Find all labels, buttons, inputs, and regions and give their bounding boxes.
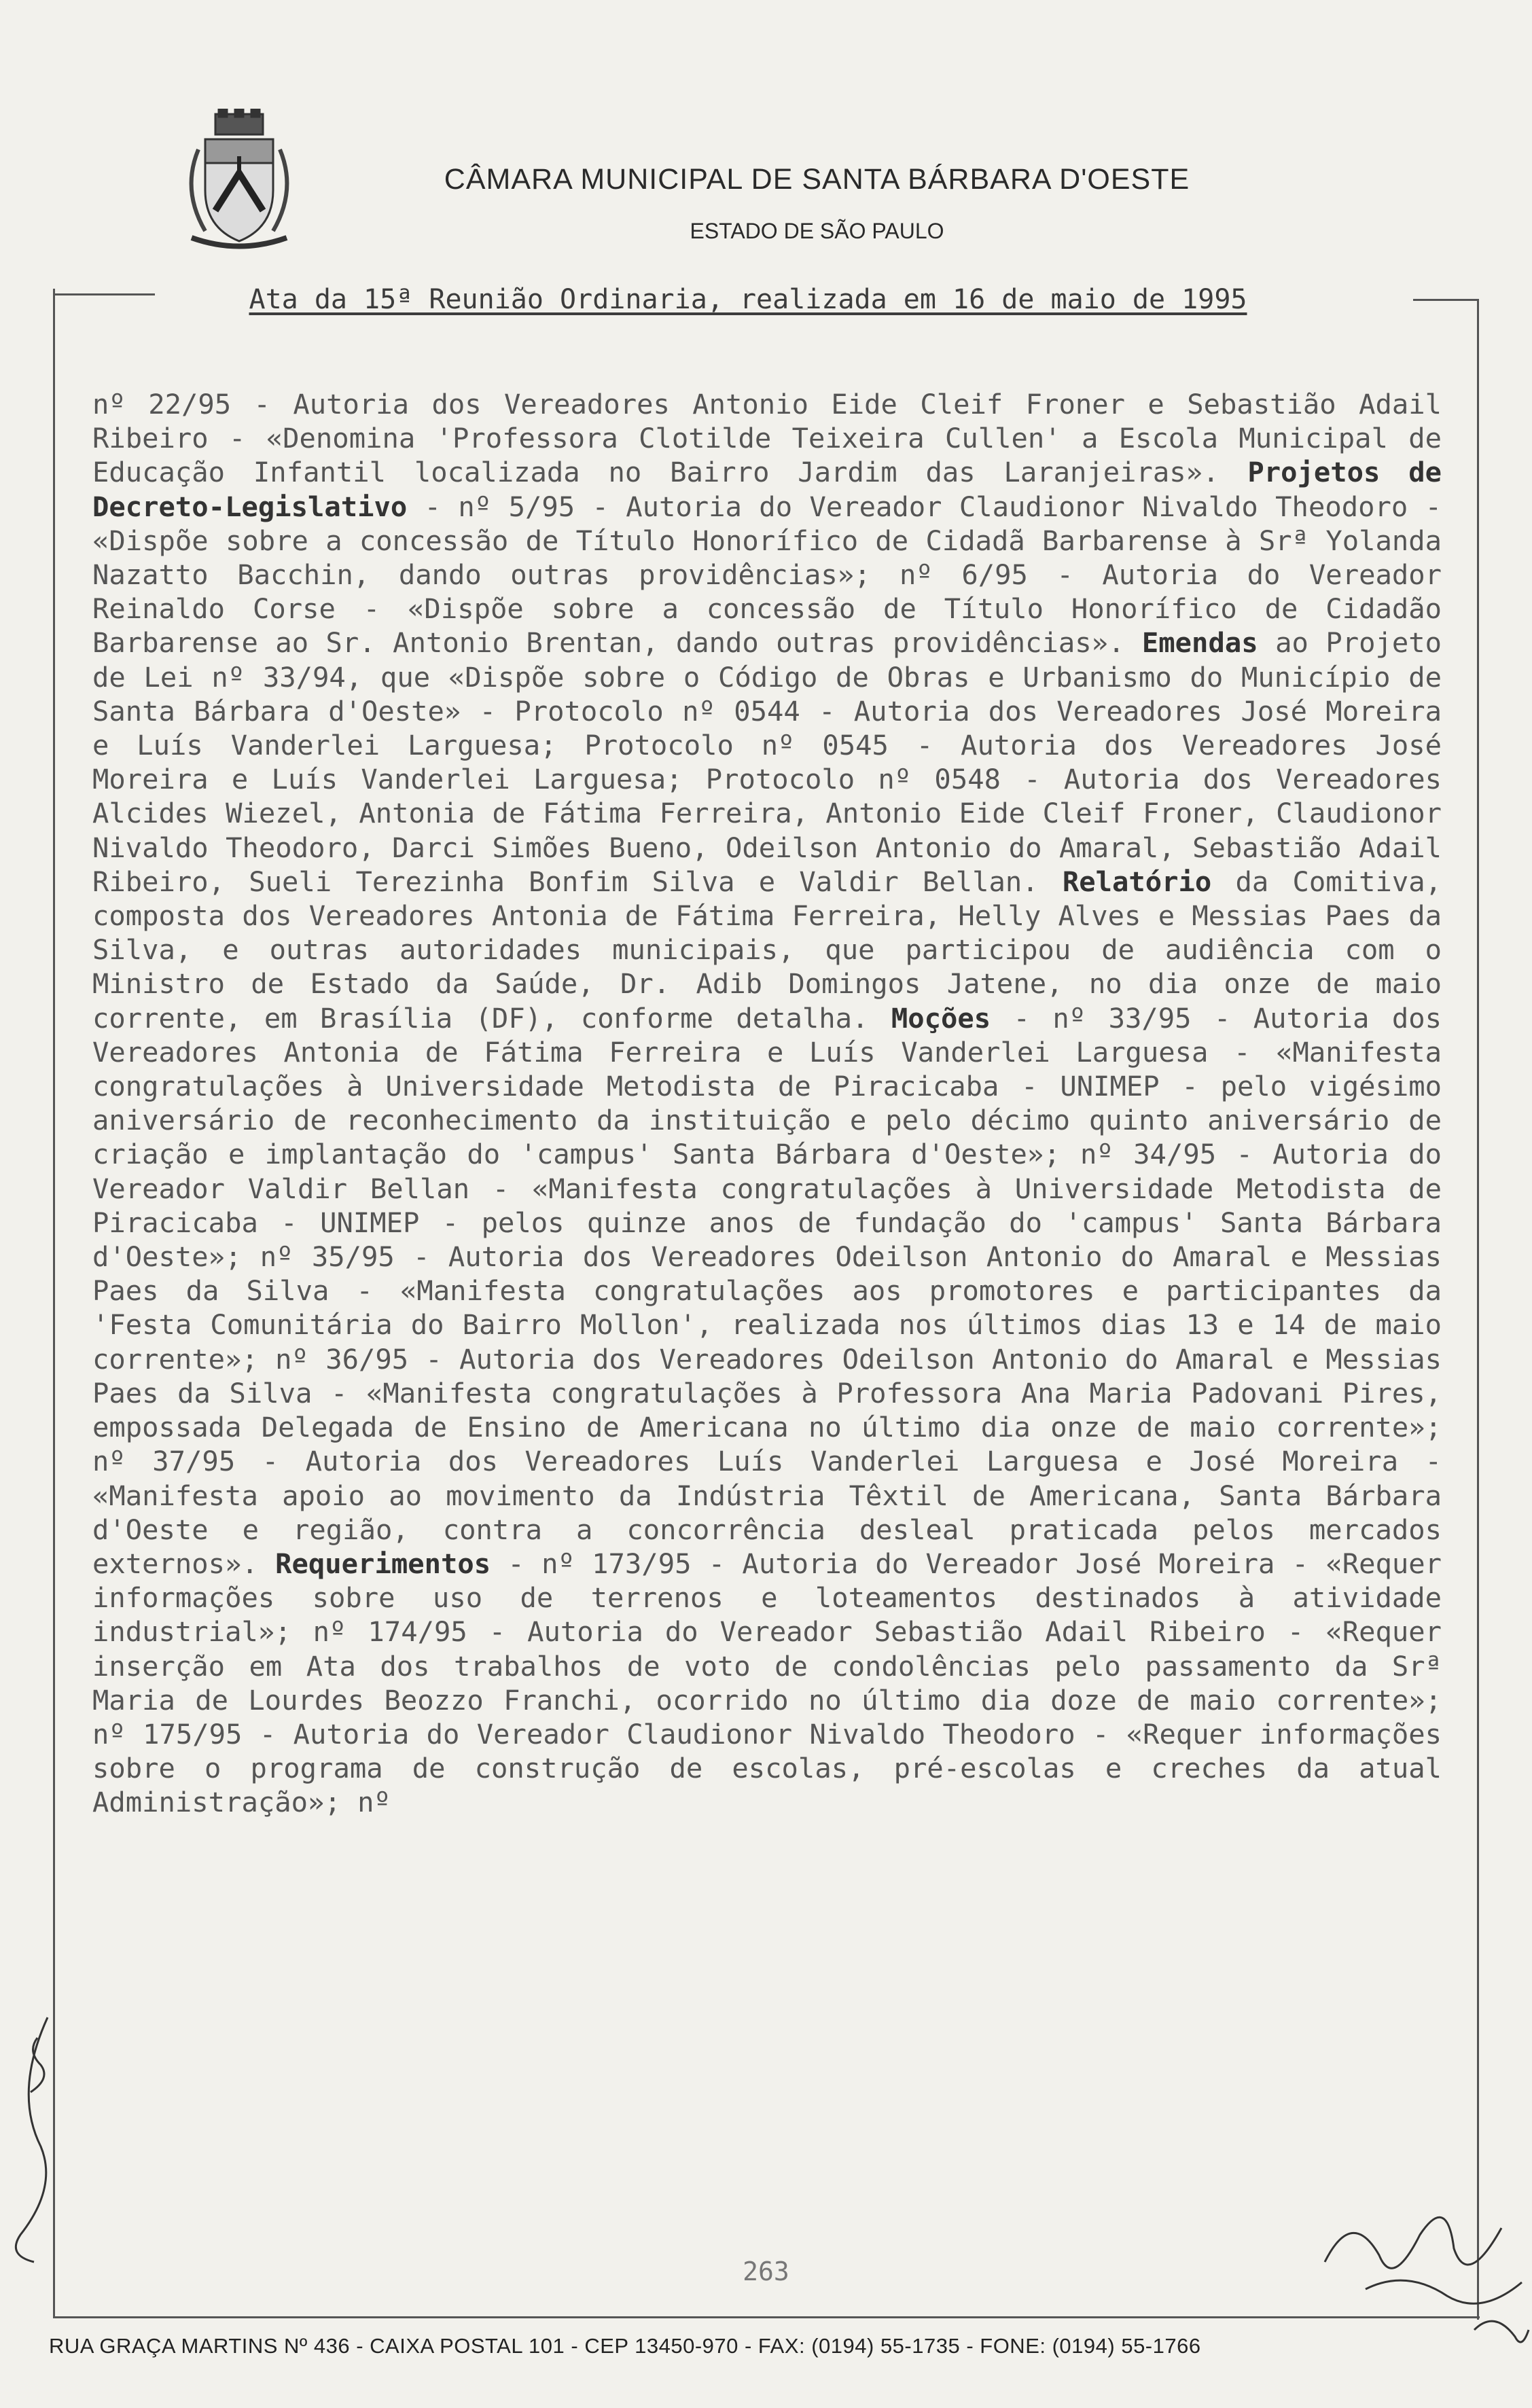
document-title: Ata da 15ª Reunião Ordinaria, realizada em 16 de maio de 1995 bbox=[249, 284, 1247, 315]
signature-left-icon bbox=[0, 2011, 61, 2269]
margin-rule-right bbox=[1477, 299, 1479, 2320]
body-segment: - nº 5/95 - Autoria do Vereador Claudionor Nivaldo Theodoro - «Dispõe sobre a concessão de Título Honorífico de Cidadã Barbarense à Srª Yolanda Nazatto Bacchin, dando outras providências»; nº 6/95 - Autoria do Vereador Reinaldo Corse - «Dispõe sobre a concessão de Título Honorífico de Cidadão Barbarense ao Sr. Antonio Brentan, dando outras providências». bbox=[92, 490, 1442, 660]
page-number: 263 bbox=[743, 2257, 789, 2286]
minutes-body-text bbox=[92, 387, 1442, 1820]
signature-right-icon bbox=[1311, 2153, 1532, 2377]
section-heading: Relatório bbox=[1062, 865, 1212, 898]
organization-state: ESTADO DE SÃO PAULO bbox=[690, 219, 944, 243]
footer-address: RUA GRAÇA MARTINS Nº 436 - CAIXA POSTAL 101 - CEP 13450-970 - FAX: (0194) 55-1735 - FONE: (0194) 55-1766 bbox=[49, 2334, 1201, 2358]
section-heading: Requerimentos bbox=[275, 1547, 491, 1580]
body-segment: nº 22/95 - Autoria dos Vereadores Antonio Eide Cleif Froner e Sebastião Adail Ribeiro - «Denomina 'Professora Clotilde Teixeira Cullen' a Escola Municipal de Educação Infantil localizada no Bairro Jardim das Laranjeiras». bbox=[92, 388, 1442, 489]
margin-rule-top-right bbox=[1413, 299, 1478, 301]
organization-name: CÂMARA MUNICIPAL DE SANTA BÁRBARA D'OESTE bbox=[444, 163, 1190, 196]
body-segment: - nº 173/95 - Autoria do Vereador José Moreira - «Requer informações sobre uso de terrenos e loteamentos destinados à atividade industrial»; nº 174/95 - Autoria do Vereador Sebastião Adail Ribeiro - «Requer inserção em Ata dos trabalhos de voto de condolências pelo passamento da Srª Maria de Lourdes Beozzo Franchi, ocorrido no último dia doze de maio corrente»; nº 175/95 - Autoria do Vereador Claudionor Nivaldo Theodoro - «Requer informações sobre o programa de construção de escolas, pré-escolas e creches da atual Administração»; nº bbox=[92, 1547, 1442, 1819]
body-segment: ao Projeto de Lei nº 33/94, que «Dispõe sobre o Código de Obras e Urbanismo do Município de Santa Bárbara d'Oeste» - Protocolo nº 0544 - Autoria dos Vereadores José Moreira e Luís Vanderlei Larguesa; Protocolo nº 0545 - Autoria dos Vereadores José Moreira e Luís Vanderlei Larguesa; Protocolo nº 0548 - Autoria dos Vereadores Alcides Wiezel, Antonia de Fátima Ferreira, Antonio Eide Cleif Froner, Claudionor Nivaldo Theodoro, Darci Simões Bueno, Odeilson Antonio do Amaral, Sebastião Adail Ribeiro, Sueli Terezinha Bonfim Silva e Valdir Bellan. bbox=[92, 626, 1442, 898]
section-heading: Moções bbox=[891, 1001, 991, 1035]
margin-rule-bottom bbox=[53, 2316, 1480, 2318]
section-heading: Emendas bbox=[1141, 626, 1258, 660]
body-segment: da Comitiva, composta dos Vereadores Antonia de Fátima Ferreira, Helly Alves e Messias Paes da Silva, e outras autoridades municipais, que participou de audiência com o Ministro de Estado da Saúde, Dr. Adib Domingos Jatene, no dia onze de maio corrente, em Brasília (DF), conforme detalha. bbox=[92, 865, 1442, 1035]
body-segment: - nº 33/95 - Autoria dos Vereadores Antonia de Fátima Ferreira e Luís Vanderlei Larguesa - «Manifesta congratulações à Universidade Metodista de Piracicaba - UNIMEP - pelo vigésimo aniversário de reconhecimento da instituição e pelo décimo quinto aniversário de criação e implantação do 'campus' Santa Bárbara d'Oeste»; nº 34/95 - Autoria do Vereador Valdir Bellan - «Manifesta congratulações à Universidade Metodista de Piracicaba - UNIMEP - pelos quinze anos de fundação do 'campus' Santa Bárbara d'Oeste»; nº 35/95 - Autoria dos Vereadores Odeilson Antonio do Amaral e Messias Paes da Silva - «Manifesta congratulações aos promotores e participantes da 'Festa Comunitária do Bairro Mollon', realizada nos últimos dias 13 e 14 de maio corrente»; nº 36/95 - Autoria dos Vereadores Odeilson Antonio do Amaral e Messias Paes da Silva - «Manifesta congratulações à Professora Ana Maria Padovani Pires, empossada Delegada de Ensino de Americana no último dia onze de maio corrente»; nº 37/95 - Autoria dos Vereadores Luís Vanderlei Larguesa e José Moreira - «Manifesta apoio ao movimento da Indústria Têxtil de Americana, Santa Bárbara d'Oeste e região, contra a concorrência desleal praticada pelos mercados externos». bbox=[92, 1001, 1442, 1580]
section-heading: Projetos de Decreto-Legislativo bbox=[92, 456, 1442, 523]
